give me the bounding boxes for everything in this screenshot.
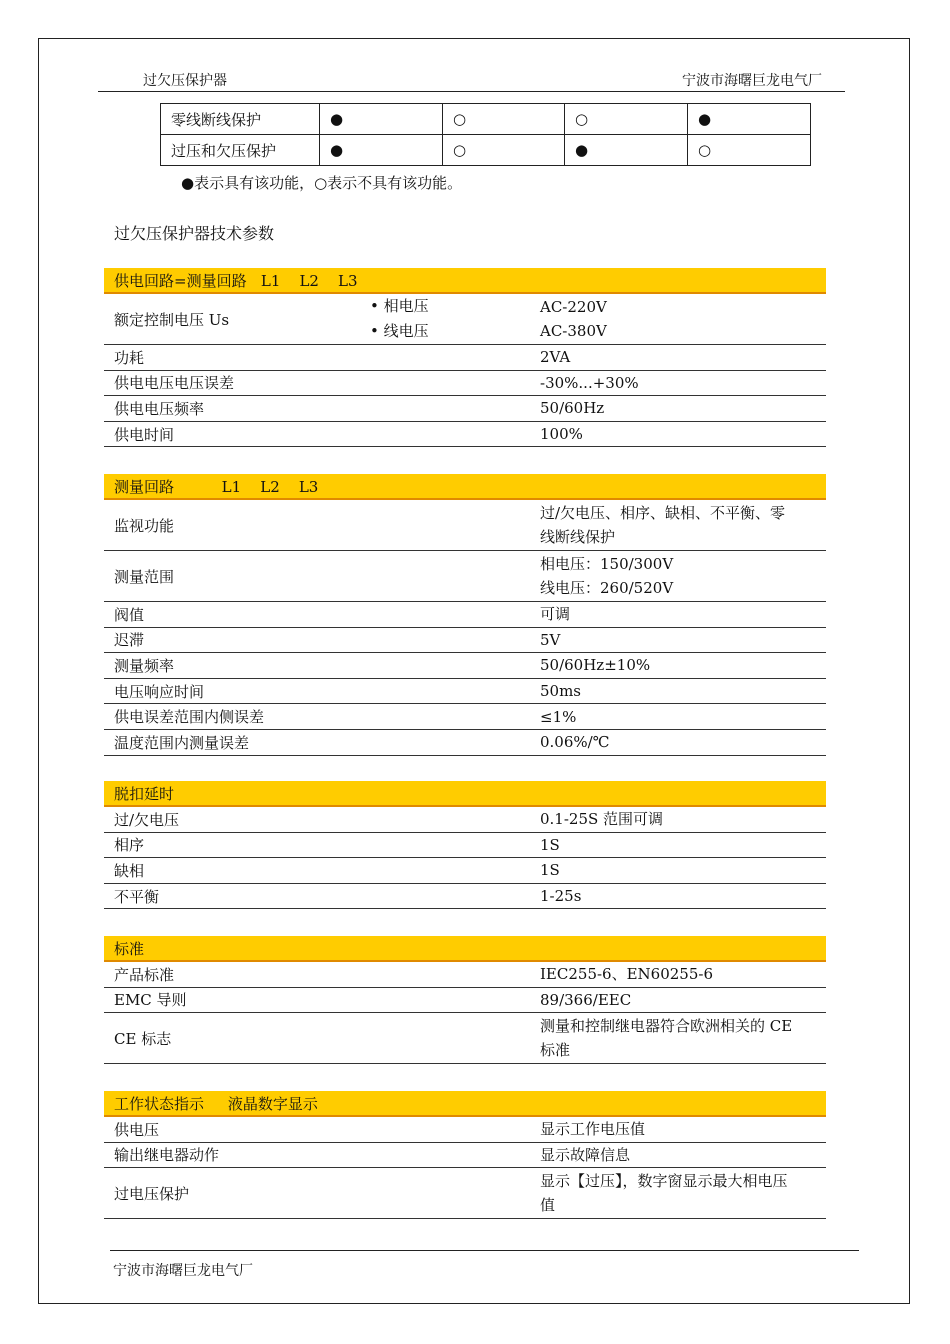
param-value: 100% — [540, 425, 583, 444]
table-row — [104, 1117, 826, 1143]
param-label: 迟滞 — [114, 631, 145, 650]
param-label: 监视功能 — [114, 516, 175, 535]
table-row — [104, 988, 826, 1014]
param-label: 测量频率 — [114, 656, 175, 675]
section-header: 标准 — [104, 936, 826, 962]
param-value: 显示故障信息 — [540, 1145, 631, 1164]
row-label: 过压和欠压保护 — [161, 135, 320, 166]
param-value: 50ms — [540, 682, 582, 701]
section-header: 供电回路=测量回路 L1 L2 L3 — [104, 268, 826, 294]
param-value: 显示【过压】，数字窗显示最大相电压 — [540, 1172, 788, 1191]
section-header: 测量回路 L1 L2 L3 — [104, 474, 826, 500]
param-label: CE 标志 — [114, 1029, 172, 1048]
section-header: 工作状态指示 液晶数字显示 — [104, 1091, 826, 1117]
footer-divider — [110, 1250, 859, 1251]
empty-circle-icon: ○ — [698, 141, 712, 159]
table-row — [161, 104, 811, 135]
param-values — [540, 551, 822, 601]
table-row — [104, 807, 826, 833]
filled-dot-icon: ● — [575, 141, 589, 159]
param-label: 供电压 — [114, 1120, 160, 1139]
param-value: 1S — [540, 861, 560, 880]
param-label: 相序 — [114, 836, 145, 855]
param-value: 0.06%/℃ — [540, 733, 610, 752]
table-row — [104, 833, 826, 859]
table-row — [104, 1168, 826, 1219]
param-label: 供电电压频率 — [114, 399, 205, 418]
table-row — [104, 962, 826, 988]
param-value: 0.1-25S 范围可调 — [540, 810, 664, 829]
param-value: 线电压：260/520V — [540, 579, 674, 597]
table-row — [161, 135, 811, 166]
param-label: 电压响应时间 — [114, 682, 205, 701]
empty-circle-icon: ○ — [575, 110, 589, 128]
header-title: 过欠压保护器 — [143, 73, 227, 89]
param-value: -30%...+30% — [540, 373, 639, 392]
table-row — [104, 653, 826, 679]
measure-section — [104, 474, 826, 756]
table-row — [104, 396, 826, 422]
param-label: 温度范围内测量误差 — [114, 733, 250, 752]
param-label: 缺相 — [114, 861, 145, 880]
param-label: 过电压保护 — [114, 1184, 190, 1203]
param-label: 供电误差范围内侧误差 — [114, 708, 265, 727]
param-label: 阀值 — [114, 605, 145, 624]
param-value: 测量和控制继电器符合欧洲相关的 CE — [540, 1017, 793, 1036]
param-value: 1-25s — [540, 887, 582, 906]
param-value: IEC255-6、EN60255-6 — [540, 965, 713, 984]
param-value: 5V — [540, 630, 561, 649]
table-row — [104, 884, 826, 910]
table-row — [104, 371, 826, 397]
param-value: 值 — [540, 1196, 556, 1215]
status-section — [104, 1091, 826, 1219]
table-row — [104, 1013, 826, 1064]
legend-note: ●表示具有该功能，○表示不具有该功能。 — [181, 174, 463, 192]
table-row — [104, 422, 826, 448]
param-value: 线断线保护 — [540, 528, 616, 546]
header-divider — [98, 91, 845, 92]
trip-delay-section — [104, 781, 826, 909]
param-value: 89/366/EEC — [540, 990, 632, 1009]
param-label: 供电时间 — [114, 425, 175, 444]
sub-label: • 线电压 — [370, 322, 429, 340]
param-label: 测量范围 — [114, 567, 175, 586]
row-label: 零线断线保护 — [161, 104, 320, 135]
filled-dot-icon: ● — [330, 141, 344, 159]
param-value: 相电压：150/300V — [540, 555, 674, 573]
param-value: 标准 — [540, 1041, 571, 1060]
param-values — [540, 500, 822, 550]
footer-company: 宁波市海曙巨龙电气厂 — [113, 1263, 253, 1279]
param-value: 2VA — [540, 348, 571, 367]
table-row — [104, 345, 826, 371]
param-label: 供电电压电压误差 — [114, 374, 235, 393]
param-label: 输出继电器动作 — [114, 1146, 220, 1165]
filled-dot-icon: ● — [698, 110, 712, 128]
table-row — [104, 730, 826, 756]
table-row — [104, 628, 826, 654]
table-row — [104, 858, 826, 884]
param-label: 过/欠电压 — [114, 810, 180, 829]
param-value: 50/60Hz±10% — [540, 656, 651, 675]
sub-label: • 相电压 — [370, 297, 429, 315]
section-title: 过欠压保护器技术参数 — [114, 224, 275, 243]
section-header: 脱扣延时 — [104, 781, 826, 807]
empty-circle-icon: ○ — [453, 110, 467, 128]
param-label: 功耗 — [114, 348, 145, 367]
table-row — [104, 551, 826, 602]
filled-dot-icon: ● — [330, 110, 344, 128]
param-values — [540, 294, 822, 344]
param-value: 1S — [540, 835, 560, 854]
standards-section — [104, 936, 826, 1064]
param-value: ≤1% — [540, 707, 577, 726]
param-label: EMC 导则 — [114, 991, 187, 1010]
param-value: AC-220V — [540, 298, 607, 316]
table-row — [104, 500, 826, 551]
supply-section — [104, 268, 826, 447]
param-label: 额定控制电压 Us — [114, 310, 230, 329]
header-company: 宁波市海曙巨龙电气厂 — [682, 73, 822, 89]
param-value: 显示工作电压值 — [540, 1120, 646, 1139]
table-row — [104, 294, 826, 345]
param-label: 不平衡 — [114, 887, 160, 906]
param-sub-labels — [370, 294, 429, 344]
table-row — [104, 1143, 826, 1169]
param-values — [540, 1013, 822, 1063]
table-row — [104, 679, 826, 705]
param-value: 可调 — [540, 605, 571, 624]
param-label: 产品标准 — [114, 965, 175, 984]
empty-circle-icon: ○ — [453, 141, 467, 159]
param-values — [540, 1168, 822, 1218]
table-row — [104, 704, 826, 730]
param-value: AC-380V — [540, 322, 607, 340]
function-table — [160, 103, 811, 166]
param-value: 50/60Hz — [540, 399, 605, 418]
param-value: 过/欠电压、相序、缺相、不平衡、零 — [540, 504, 786, 522]
table-row — [104, 602, 826, 628]
